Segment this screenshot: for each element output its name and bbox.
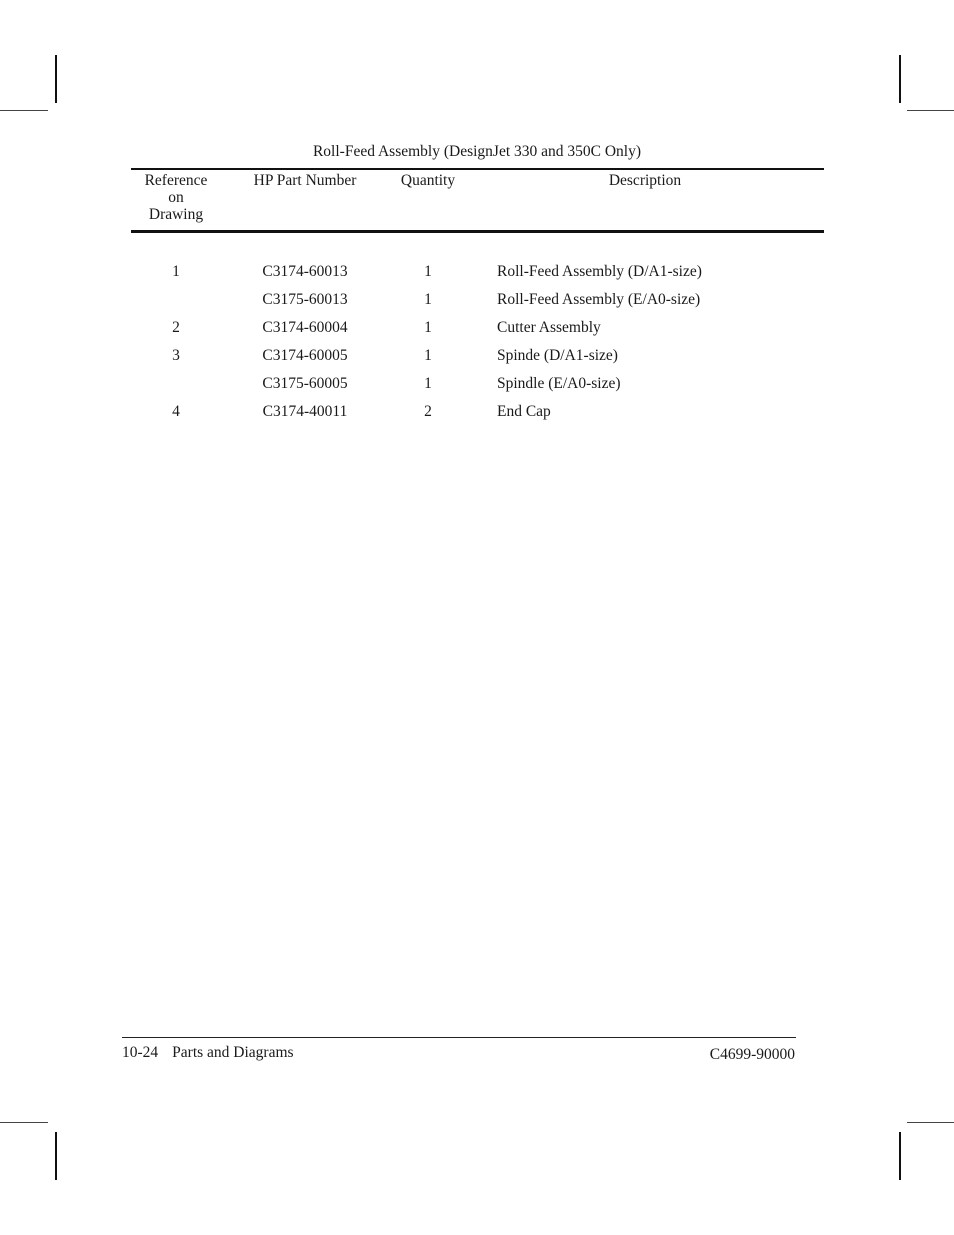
header-reference-line-3: Drawing bbox=[148, 206, 204, 223]
crop-mark-bottom-left-vertical bbox=[55, 1132, 57, 1180]
document-number: C4699-90000 bbox=[709, 1046, 795, 1063]
cell-reference: 1 bbox=[172, 263, 180, 280]
cell-quantity: 1 bbox=[424, 319, 432, 336]
table-row bbox=[0, 262, 954, 282]
crop-mark-top-right-horizontal bbox=[907, 110, 954, 111]
header-description: Description bbox=[608, 172, 682, 189]
cell-description: Spinde (D/A1-size) bbox=[497, 347, 618, 364]
table-title: Roll-Feed Assembly (DesignJet 330 and 350C Only) bbox=[312, 143, 642, 160]
table-row bbox=[0, 374, 954, 394]
crop-mark-bottom-right-horizontal bbox=[907, 1122, 954, 1123]
table-row bbox=[0, 318, 954, 338]
crop-mark-bottom-right-vertical bbox=[899, 1132, 901, 1180]
cell-quantity: 1 bbox=[424, 291, 432, 308]
cell-part-number: C3174-60004 bbox=[262, 319, 348, 336]
cell-description: Roll-Feed Assembly (E/A0-size) bbox=[497, 291, 701, 308]
crop-mark-top-left-horizontal bbox=[0, 110, 48, 111]
cell-part-number: C3175-60013 bbox=[262, 291, 348, 308]
page-number: 10-24 bbox=[122, 1044, 159, 1061]
footer-rule bbox=[122, 1037, 796, 1038]
cell-part-number: C3175-60005 bbox=[262, 375, 348, 392]
footer-left bbox=[122, 1044, 294, 1062]
header-reference bbox=[131, 172, 221, 223]
cell-reference: 2 bbox=[172, 319, 180, 336]
cell-description: Cutter Assembly bbox=[497, 319, 601, 336]
crop-mark-top-left-vertical bbox=[55, 55, 57, 103]
cell-quantity: 1 bbox=[424, 375, 432, 392]
table-header-rule bbox=[131, 230, 824, 233]
cell-part-number: C3174-60013 bbox=[262, 263, 348, 280]
cell-description: Spindle (E/A0-size) bbox=[497, 375, 621, 392]
crop-mark-bottom-left-horizontal bbox=[0, 1122, 48, 1123]
crop-mark-top-right-vertical bbox=[899, 55, 901, 103]
header-quantity: Quantity bbox=[400, 172, 456, 189]
header-part-number: HP Part Number bbox=[253, 172, 357, 189]
table-row bbox=[0, 346, 954, 366]
cell-description: End Cap bbox=[497, 403, 551, 420]
table-top-rule bbox=[131, 168, 824, 170]
section-title: Parts and Diagrams bbox=[172, 1044, 294, 1061]
table-row bbox=[0, 290, 954, 310]
cell-quantity: 1 bbox=[424, 263, 432, 280]
header-reference-line-1: Reference bbox=[144, 172, 208, 189]
table-row bbox=[0, 402, 954, 422]
cell-reference: 4 bbox=[172, 403, 180, 420]
header-reference-line-2: on bbox=[168, 189, 184, 206]
cell-part-number: C3174-60005 bbox=[262, 347, 348, 364]
cell-reference: 3 bbox=[172, 347, 180, 364]
cell-quantity: 1 bbox=[424, 347, 432, 364]
cell-description: Roll-Feed Assembly (D/A1-size) bbox=[497, 263, 702, 280]
cell-part-number: C3174-40011 bbox=[262, 403, 348, 420]
cell-quantity: 2 bbox=[424, 403, 432, 420]
